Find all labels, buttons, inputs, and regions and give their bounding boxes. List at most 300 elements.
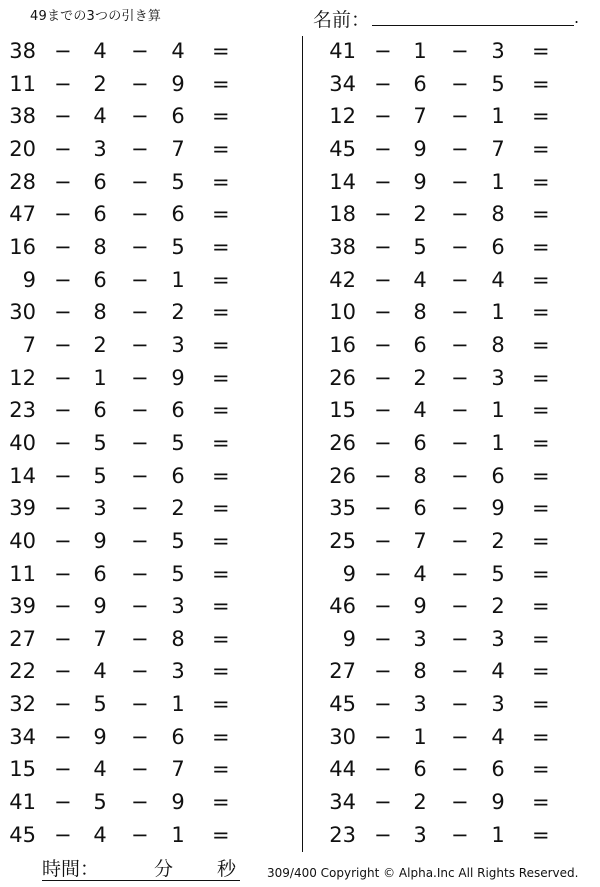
- equals-sign: =: [532, 169, 550, 194]
- minus-sign: −: [451, 692, 469, 717]
- answer-field[interactable]: [240, 496, 280, 522]
- answer-field[interactable]: [560, 692, 600, 718]
- equals-sign: =: [212, 528, 230, 553]
- subtrahend-2: 9: [491, 496, 505, 521]
- subtrahend-2: 1: [491, 300, 505, 325]
- answer-field[interactable]: [560, 268, 600, 294]
- minuend: 39: [9, 496, 36, 521]
- minus-sign: −: [451, 332, 469, 357]
- subtrahend-2: 9: [171, 365, 185, 390]
- answer-field[interactable]: [240, 39, 280, 65]
- equals-sign: =: [212, 561, 230, 586]
- equals-sign: =: [532, 528, 550, 553]
- answer-field[interactable]: [240, 562, 280, 588]
- minus-sign: −: [451, 104, 469, 129]
- minuend: 38: [9, 39, 36, 63]
- name-field-line[interactable]: [372, 25, 574, 26]
- subtrahend-1: 3: [413, 626, 427, 651]
- answer-field[interactable]: [560, 496, 600, 522]
- answer-field[interactable]: [240, 398, 280, 424]
- answer-field[interactable]: [240, 790, 280, 816]
- subtrahend-2: 8: [491, 202, 505, 227]
- answer-field[interactable]: [560, 562, 600, 588]
- problem-row: [0, 754, 280, 787]
- subtrahend-1: 4: [93, 659, 107, 684]
- subtrahend-2: 6: [171, 463, 185, 488]
- minuend: 38: [329, 234, 356, 259]
- minus-sign: −: [451, 822, 469, 847]
- subtrahend-1: 8: [413, 659, 427, 684]
- subtrahend-2: 5: [171, 169, 185, 194]
- subtrahend-1: 9: [413, 136, 427, 161]
- equals-sign: =: [532, 626, 550, 651]
- subtrahend-1: 3: [413, 692, 427, 717]
- minuend: 41: [9, 790, 36, 815]
- minus-sign: −: [131, 202, 149, 227]
- right-problem-column: [320, 36, 600, 852]
- answer-field[interactable]: [240, 333, 280, 359]
- subtrahend-1: 1: [413, 39, 427, 63]
- subtrahend-1: 9: [93, 724, 107, 749]
- minuend: 45: [329, 692, 356, 717]
- problem-row: [0, 297, 280, 330]
- minus-sign: −: [374, 398, 392, 423]
- equals-sign: =: [532, 463, 550, 488]
- minuend: 38: [9, 104, 36, 129]
- minuend: 44: [329, 757, 356, 782]
- subtrahend-2: 2: [171, 300, 185, 325]
- equals-sign: =: [532, 39, 550, 63]
- minuend: 15: [9, 757, 36, 782]
- minus-sign: −: [374, 71, 392, 96]
- subtrahend-2: 9: [491, 790, 505, 815]
- minuend: 9: [22, 267, 36, 292]
- seconds-label: 秒: [217, 858, 237, 880]
- equals-sign: =: [212, 332, 230, 357]
- answer-field[interactable]: [240, 72, 280, 98]
- answer-field[interactable]: [560, 398, 600, 424]
- minuend: 45: [329, 136, 356, 161]
- name-dot: .: [574, 8, 580, 27]
- minus-sign: −: [451, 39, 469, 63]
- minuend: 26: [329, 463, 356, 488]
- minuend: 40: [9, 430, 36, 455]
- subtrahend-1: 1: [93, 365, 107, 390]
- minus-sign: −: [54, 463, 72, 488]
- answer-field[interactable]: [560, 72, 600, 98]
- minus-sign: −: [374, 724, 392, 749]
- problem-row: [320, 689, 600, 722]
- minus-sign: −: [374, 39, 392, 63]
- minus-sign: −: [131, 430, 149, 455]
- subtrahend-2: 4: [171, 39, 185, 63]
- minuend: 27: [329, 659, 356, 684]
- equals-sign: =: [532, 365, 550, 390]
- problem-row: [0, 232, 280, 265]
- subtrahend-1: 3: [413, 822, 427, 847]
- minus-sign: −: [374, 136, 392, 161]
- answer-field[interactable]: [240, 268, 280, 294]
- minus-sign: −: [131, 104, 149, 129]
- equals-sign: =: [212, 136, 230, 161]
- problem-row: [0, 134, 280, 167]
- subtrahend-2: 1: [171, 822, 185, 847]
- answer-field[interactable]: [560, 431, 600, 457]
- minus-sign: −: [451, 561, 469, 586]
- problem-row: [0, 624, 280, 657]
- problem-row: [320, 787, 600, 820]
- minus-sign: −: [131, 757, 149, 782]
- minus-sign: −: [374, 659, 392, 684]
- minuend: 10: [329, 300, 356, 325]
- answer-field[interactable]: [560, 366, 600, 392]
- subtrahend-1: 5: [413, 234, 427, 259]
- minus-sign: −: [54, 659, 72, 684]
- minus-sign: −: [451, 790, 469, 815]
- minus-sign: −: [131, 692, 149, 717]
- subtrahend-2: 6: [171, 202, 185, 227]
- minus-sign: −: [131, 659, 149, 684]
- minus-sign: −: [374, 496, 392, 521]
- subtrahend-1: 1: [413, 724, 427, 749]
- minus-sign: −: [54, 594, 72, 619]
- subtrahend-2: 4: [491, 724, 505, 749]
- equals-sign: =: [212, 594, 230, 619]
- copyright-text: 309/400 Copyright © Alpha.Inc All Rights Reserved.: [267, 866, 579, 880]
- subtrahend-2: 5: [171, 528, 185, 553]
- minus-sign: −: [451, 463, 469, 488]
- answer-field[interactable]: [560, 235, 600, 261]
- minus-sign: −: [54, 398, 72, 423]
- minus-sign: −: [374, 626, 392, 651]
- minus-sign: −: [451, 169, 469, 194]
- subtrahend-1: 9: [93, 594, 107, 619]
- answer-field[interactable]: [240, 757, 280, 783]
- answer-field[interactable]: [240, 529, 280, 555]
- problem-row: [0, 722, 280, 755]
- minus-sign: −: [451, 71, 469, 96]
- equals-sign: =: [212, 430, 230, 455]
- subtrahend-1: 6: [413, 757, 427, 782]
- minus-sign: −: [374, 790, 392, 815]
- minus-sign: −: [374, 300, 392, 325]
- answer-field[interactable]: [240, 823, 280, 849]
- answer-field[interactable]: [240, 431, 280, 457]
- answer-field[interactable]: [240, 202, 280, 228]
- minuend: 9: [342, 626, 356, 651]
- minus-sign: −: [131, 300, 149, 325]
- equals-sign: =: [212, 626, 230, 651]
- time-label: 時間：: [42, 858, 100, 880]
- minuend: 41: [329, 39, 356, 63]
- subtrahend-2: 4: [491, 659, 505, 684]
- minuend: 14: [9, 463, 36, 488]
- minuend: 46: [329, 594, 356, 619]
- minus-sign: −: [54, 626, 72, 651]
- minus-sign: −: [131, 790, 149, 815]
- minus-sign: −: [374, 202, 392, 227]
- problem-row: [0, 656, 280, 689]
- minus-sign: −: [374, 234, 392, 259]
- minus-sign: −: [54, 528, 72, 553]
- minus-sign: −: [374, 594, 392, 619]
- answer-field[interactable]: [240, 104, 280, 130]
- problem-row: [0, 330, 280, 363]
- minuend: 15: [329, 398, 356, 423]
- minus-sign: −: [451, 528, 469, 553]
- subtrahend-1: 2: [93, 71, 107, 96]
- answer-field[interactable]: [240, 366, 280, 392]
- answer-field[interactable]: [560, 823, 600, 849]
- minuend: 18: [329, 202, 356, 227]
- minuend: 45: [9, 822, 36, 847]
- subtrahend-2: 1: [491, 398, 505, 423]
- minus-sign: −: [374, 528, 392, 553]
- subtrahend-1: 5: [93, 692, 107, 717]
- equals-sign: =: [212, 39, 230, 63]
- problem-row: [0, 787, 280, 820]
- subtrahend-1: 4: [413, 398, 427, 423]
- subtrahend-2: 5: [491, 561, 505, 586]
- minus-sign: −: [451, 659, 469, 684]
- minus-sign: −: [374, 365, 392, 390]
- minus-sign: −: [451, 724, 469, 749]
- equals-sign: =: [212, 267, 230, 292]
- equals-sign: =: [532, 496, 550, 521]
- minus-sign: −: [54, 757, 72, 782]
- answer-field[interactable]: [560, 529, 600, 555]
- answer-field[interactable]: [560, 627, 600, 653]
- subtrahend-1: 9: [413, 594, 427, 619]
- problem-row: [0, 689, 280, 722]
- minus-sign: −: [54, 267, 72, 292]
- minus-sign: −: [374, 104, 392, 129]
- minus-sign: −: [131, 594, 149, 619]
- minuend: 11: [9, 561, 36, 586]
- equals-sign: =: [212, 169, 230, 194]
- answer-field[interactable]: [240, 725, 280, 751]
- minus-sign: −: [451, 202, 469, 227]
- problem-row: [0, 461, 280, 494]
- minus-sign: −: [451, 398, 469, 423]
- subtrahend-1: 2: [413, 365, 427, 390]
- answer-field[interactable]: [560, 333, 600, 359]
- equals-sign: =: [532, 692, 550, 717]
- minus-sign: −: [131, 463, 149, 488]
- name-label: 名前：: [313, 9, 371, 31]
- answer-field[interactable]: [560, 464, 600, 490]
- answer-field[interactable]: [560, 104, 600, 130]
- equals-sign: =: [532, 757, 550, 782]
- answer-field[interactable]: [560, 594, 600, 620]
- subtrahend-1: 2: [413, 790, 427, 815]
- subtrahend-1: 6: [93, 169, 107, 194]
- minuend: 47: [9, 202, 36, 227]
- problem-row: [320, 265, 600, 298]
- equals-sign: =: [532, 790, 550, 815]
- minus-sign: −: [374, 267, 392, 292]
- equals-sign: =: [532, 234, 550, 259]
- answer-field[interactable]: [560, 790, 600, 816]
- minuend: 25: [329, 528, 356, 553]
- problem-row: [320, 363, 600, 396]
- problem-row: [320, 493, 600, 526]
- equals-sign: =: [532, 267, 550, 292]
- subtrahend-2: 9: [171, 71, 185, 96]
- subtrahend-1: 7: [413, 528, 427, 553]
- subtrahend-2: 1: [491, 822, 505, 847]
- subtrahend-1: 5: [93, 790, 107, 815]
- minus-sign: −: [131, 528, 149, 553]
- answer-field[interactable]: [560, 659, 600, 685]
- answer-field[interactable]: [240, 692, 280, 718]
- answer-field[interactable]: [560, 202, 600, 228]
- minus-sign: −: [131, 724, 149, 749]
- minus-sign: −: [374, 561, 392, 586]
- subtrahend-1: 4: [93, 822, 107, 847]
- equals-sign: =: [212, 398, 230, 423]
- subtrahend-1: 6: [413, 496, 427, 521]
- subtrahend-2: 7: [171, 757, 185, 782]
- subtrahend-1: 8: [93, 300, 107, 325]
- problem-row: [320, 36, 600, 69]
- answer-field[interactable]: [560, 39, 600, 65]
- minus-sign: −: [131, 267, 149, 292]
- minus-sign: −: [54, 332, 72, 357]
- subtrahend-1: 4: [93, 757, 107, 782]
- minus-sign: −: [131, 398, 149, 423]
- subtrahend-2: 6: [171, 724, 185, 749]
- minus-sign: −: [54, 39, 72, 63]
- minus-sign: −: [54, 496, 72, 521]
- equals-sign: =: [212, 202, 230, 227]
- equals-sign: =: [532, 430, 550, 455]
- minuend: 34: [9, 724, 36, 749]
- subtrahend-1: 8: [413, 300, 427, 325]
- answer-field[interactable]: [240, 659, 280, 685]
- minuend: 11: [9, 71, 36, 96]
- answer-field[interactable]: [560, 170, 600, 196]
- subtrahend-2: 3: [171, 659, 185, 684]
- minus-sign: −: [451, 594, 469, 619]
- subtrahend-1: 6: [93, 267, 107, 292]
- subtrahend-2: 7: [491, 136, 505, 161]
- answer-field[interactable]: [240, 300, 280, 326]
- minus-sign: −: [54, 202, 72, 227]
- problem-row: [0, 559, 280, 592]
- answer-field[interactable]: [560, 725, 600, 751]
- subtrahend-1: 3: [93, 136, 107, 161]
- minuend: 27: [9, 626, 36, 651]
- minus-sign: −: [54, 300, 72, 325]
- subtrahend-2: 1: [171, 692, 185, 717]
- problem-row: [0, 199, 280, 232]
- minus-sign: −: [54, 71, 72, 96]
- subtrahend-2: 2: [491, 528, 505, 553]
- problem-row: [320, 101, 600, 134]
- minuend: 32: [9, 692, 36, 717]
- minus-sign: −: [374, 757, 392, 782]
- answer-field[interactable]: [560, 757, 600, 783]
- subtrahend-1: 6: [413, 71, 427, 96]
- problem-row: [0, 526, 280, 559]
- problem-row: [0, 69, 280, 102]
- subtrahend-1: 6: [413, 332, 427, 357]
- minus-sign: −: [54, 430, 72, 455]
- minus-sign: −: [131, 626, 149, 651]
- minus-sign: −: [131, 496, 149, 521]
- subtrahend-2: 5: [491, 71, 505, 96]
- subtrahend-2: 6: [171, 104, 185, 129]
- minuend: 23: [9, 398, 36, 423]
- subtrahend-2: 1: [491, 430, 505, 455]
- subtrahend-2: 7: [171, 136, 185, 161]
- answer-field[interactable]: [240, 137, 280, 163]
- subtrahend-1: 6: [93, 561, 107, 586]
- minuend: 28: [9, 169, 36, 194]
- time-field[interactable]: [42, 854, 240, 881]
- subtrahend-1: 8: [93, 234, 107, 259]
- minuend: 20: [9, 136, 36, 161]
- equals-sign: =: [532, 136, 550, 161]
- subtrahend-2: 6: [171, 398, 185, 423]
- minuend: 12: [9, 365, 36, 390]
- subtrahend-2: 3: [491, 692, 505, 717]
- minuend: 16: [329, 332, 356, 357]
- minus-sign: −: [54, 724, 72, 749]
- equals-sign: =: [532, 659, 550, 684]
- minuend: 30: [9, 300, 36, 325]
- minus-sign: −: [54, 169, 72, 194]
- minuend: 42: [329, 267, 356, 292]
- equals-sign: =: [532, 71, 550, 96]
- subtrahend-2: 2: [171, 496, 185, 521]
- subtrahend-1: 7: [93, 626, 107, 651]
- subtrahend-1: 4: [93, 104, 107, 129]
- answer-field[interactable]: [240, 170, 280, 196]
- answer-field[interactable]: [240, 594, 280, 620]
- minuend: 30: [329, 724, 356, 749]
- problem-row: [320, 656, 600, 689]
- subtrahend-2: 8: [491, 332, 505, 357]
- subtrahend-2: 5: [171, 561, 185, 586]
- minuend: 23: [329, 822, 356, 847]
- answer-field[interactable]: [240, 464, 280, 490]
- subtrahend-2: 3: [491, 626, 505, 651]
- subtrahend-2: 6: [491, 463, 505, 488]
- minus-sign: −: [131, 561, 149, 586]
- problem-row: [320, 591, 600, 624]
- equals-sign: =: [532, 300, 550, 325]
- subtrahend-1: 4: [413, 561, 427, 586]
- problem-row: [0, 591, 280, 624]
- answer-field[interactable]: [560, 137, 600, 163]
- minus-sign: −: [451, 234, 469, 259]
- equals-sign: =: [212, 496, 230, 521]
- subtrahend-1: 6: [413, 430, 427, 455]
- minus-sign: −: [374, 169, 392, 194]
- equals-sign: =: [212, 822, 230, 847]
- problem-row: [0, 395, 280, 428]
- equals-sign: =: [212, 300, 230, 325]
- answer-field[interactable]: [240, 235, 280, 261]
- problem-row: [320, 722, 600, 755]
- worksheet-title: 49までの3つの引き算: [30, 9, 162, 24]
- subtrahend-2: 3: [491, 365, 505, 390]
- answer-field[interactable]: [560, 300, 600, 326]
- answer-field[interactable]: [240, 627, 280, 653]
- subtrahend-1: 7: [413, 104, 427, 129]
